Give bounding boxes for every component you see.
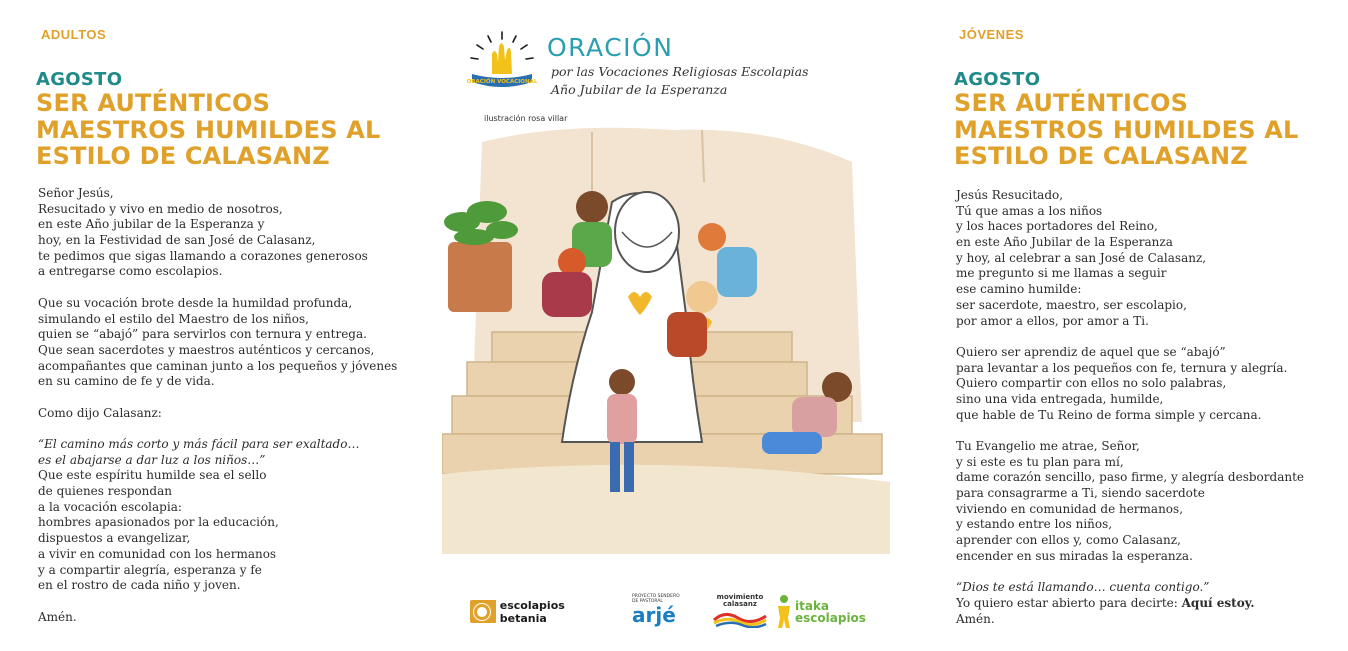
stanza-gap <box>956 423 1304 439</box>
prayer-line: Jesús Resucitado, <box>956 188 1064 202</box>
arje-logo-text: arjé <box>632 603 676 627</box>
prayer-line: y si este es tu plan para mí, <box>956 454 1124 469</box>
prayer-title <box>954 90 1344 170</box>
brand-subtitle-jubilee: Año Jubilar de la Esperanza <box>551 82 728 97</box>
escolapios-text: escolapios <box>795 611 866 625</box>
prayer-line: acompañantes que caminan junto a los pequeños y jóvenes <box>38 358 398 373</box>
audience-label: ADULTOS <box>41 27 107 42</box>
betania-logo-text: escolapios betania <box>496 598 617 626</box>
title-line: ESTILO DE CALASANZ <box>36 142 330 170</box>
youth-prayer-column <box>915 0 1348 651</box>
prayer-line: Que sean sacerdotes y maestros auténticos y cercanos, <box>38 342 375 357</box>
prayer-line: viviendo en comunidad de hermanos, <box>956 501 1184 516</box>
calasanz-text: calasanz <box>723 600 757 608</box>
itaka-figure-icon <box>775 594 793 630</box>
stanza-gap <box>38 421 397 437</box>
prayer-line: Como dijo Calasanz: <box>38 405 162 420</box>
sponsor-logos <box>470 592 880 632</box>
priest-head <box>615 192 679 272</box>
stanza-gap <box>38 280 397 296</box>
prayer-line: para levantar a los pequeños con fe, ternura y alegría. <box>956 360 1288 375</box>
prayer-body <box>956 188 1304 627</box>
prayer-line: Tu Evangelio me atrae, Señor, <box>956 439 1140 453</box>
cover-column <box>430 0 900 651</box>
audience-label: JÓVENES <box>959 27 1024 42</box>
prayer-line: Señor Jesús, <box>38 186 114 200</box>
prayer-line: a la vocación escolapia: <box>38 499 182 514</box>
badge-text: ORACIÓN VOCACIONAL <box>466 79 538 85</box>
prayer-line: te pedimos que sigas llamando a corazones generosos <box>38 248 368 263</box>
prayer-line: y a compartir alegría, esperanza y fe <box>38 562 262 577</box>
prayer-line: en su camino de fe y de vida. <box>38 374 215 389</box>
stanza-gap <box>956 565 1304 581</box>
calasanz-quote-line: es el abajarse a dar luz a los niños…” <box>38 452 266 467</box>
prayer-line: encender en sus miradas la esperanza. <box>956 548 1193 563</box>
adult-prayer-column <box>0 0 430 651</box>
calling-quote-line: “Dios te está llamando… cuenta contigo.” <box>956 580 1210 595</box>
arje-logo <box>632 594 692 630</box>
prayer-title <box>36 90 426 170</box>
prayer-line: Quiero ser aprendiz de aquel que se “abajó” <box>956 344 1226 359</box>
itaka-text: itaka <box>795 599 830 613</box>
prayer-line: Resucitado y vivo en medio de nosotros, <box>38 201 283 216</box>
prayer-line: Quiero compartir con ellos no solo palabras, <box>956 376 1227 391</box>
prayer-line: sino una vida entregada, humilde, <box>956 391 1164 406</box>
prayer-line: dispuestos a evangelizar, <box>38 531 191 546</box>
prayer-line: que hable de Tu Reino de forma simple y cercana. <box>956 407 1262 422</box>
movimiento-wave-icon <box>710 608 770 628</box>
prayer-line: en este Año Jubilar de la Esperanza <box>956 235 1173 250</box>
title-line: SER AUTÉNTICOS <box>954 89 1189 117</box>
prayer-line: ser sacerdote, maestro, ser escolapio, <box>956 297 1187 312</box>
prayer-line: Que este espíritu humilde sea el sello <box>38 468 267 483</box>
prayer-line: y estando entre los niños, <box>956 517 1113 532</box>
prayer-line: a entregarse como escolapios. <box>38 264 223 279</box>
prayer-line: de quienes respondan <box>38 484 172 499</box>
stanza-gap <box>38 390 397 406</box>
aqui-estoy-text: Aquí estoy. <box>1181 595 1255 610</box>
movimiento-calasanz-logo <box>710 594 770 630</box>
prayer-line: dame corazón sencillo, paso firme, y alegría desbordante <box>956 470 1304 485</box>
title-line: MAESTROS HUMILDES AL <box>954 115 1299 144</box>
prayer-line <box>956 596 1304 612</box>
open-to-say-text: Yo quiero estar abierto para decirte: <box>956 595 1178 610</box>
brand-title: ORACIÓN <box>547 33 674 62</box>
title-line: SER AUTÉNTICOS <box>36 89 271 117</box>
prayer-line: en el rostro de cada niño y joven. <box>38 578 241 593</box>
prayer-line: aprender con ellos y, como Calasanz, <box>956 533 1181 548</box>
stanza-gap <box>956 329 1304 345</box>
flower-pot <box>448 242 512 312</box>
prayer-line: en este Año jubilar de la Esperanza y <box>38 217 265 232</box>
prayer-line: Que su vocación brote desde la humildad profunda, <box>38 295 353 310</box>
prayer-line: hombres apasionados por la educación, <box>38 515 279 530</box>
prayer-line: y los haces portadores del Reino, <box>956 219 1158 234</box>
prayer-body <box>38 186 397 625</box>
arje-small-text: DE PASTORAL <box>632 599 663 604</box>
prayer-line: hoy, en la Festividad de san José de Calasanz, <box>38 233 316 248</box>
prayer-line: a vivir en comunidad con los hermanos <box>38 546 277 561</box>
amen-line: Amén. <box>956 611 995 626</box>
movimiento-text: movimiento <box>716 593 764 601</box>
stanza-gap <box>38 594 397 610</box>
escolapios-betania-logo <box>470 600 617 623</box>
prayer-line: para consagrarme a Ti, siendo sacerdote <box>956 486 1205 501</box>
title-line: MAESTROS HUMILDES AL <box>36 115 381 144</box>
calasanz-with-children-illustration <box>442 122 890 554</box>
prayer-line: por amor a ellos, por amor a Ti. <box>956 313 1149 328</box>
brand-subtitle: por las Vocaciones Religiosas Escolapias <box>551 64 809 79</box>
oracion-vocacional-logo <box>466 30 538 94</box>
prayer-line: simulando el estilo del Maestro de los niños, <box>38 311 309 326</box>
calasanz-quote-line: “El camino más corto y más fácil para ser exaltado… <box>38 437 360 451</box>
title-line: ESTILO DE CALASANZ <box>954 142 1248 170</box>
arje-small-text: PROYECTO SENDERO <box>632 594 680 599</box>
month-heading: AGOSTO <box>36 69 123 90</box>
prayer-line: ese camino humilde: <box>956 282 1082 297</box>
month-heading: AGOSTO <box>954 69 1041 90</box>
prayer-line: Tú que amas a los niños <box>956 203 1103 218</box>
prayer-line: me pregunto si me llamas a seguir <box>956 266 1167 281</box>
betania-emblem-icon <box>474 604 490 620</box>
itaka-escolapios-logo <box>775 593 875 631</box>
prayer-line: quien se “abajó” para servirlos con ternura y entrega. <box>38 327 367 342</box>
illustration-credit: ilustración rosa villar <box>484 114 568 123</box>
prayer-line: y hoy, al celebrar a san José de Calasanz, <box>956 250 1207 265</box>
amen-line: Amén. <box>38 609 77 624</box>
